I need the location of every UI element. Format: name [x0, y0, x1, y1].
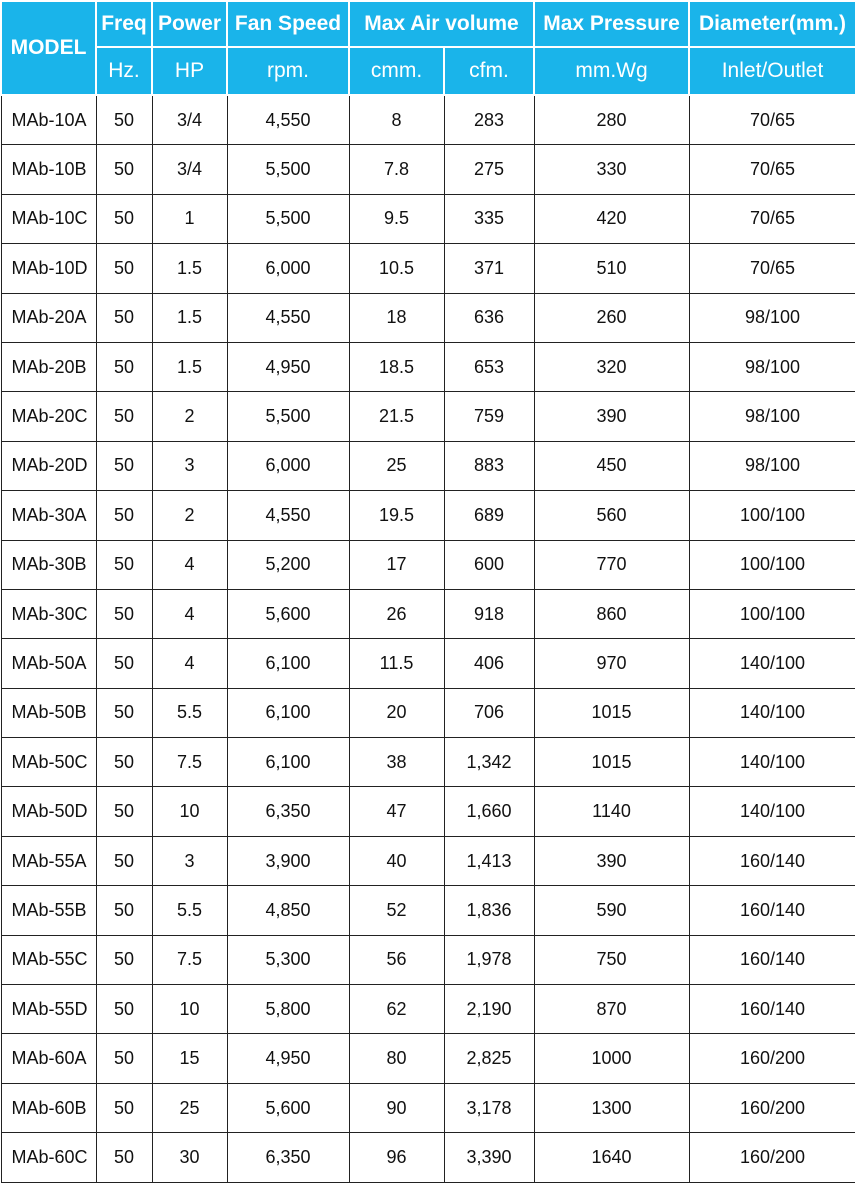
diameter-cell: 160/200 [689, 1034, 855, 1083]
table-row [1, 985, 855, 1034]
header-row-units [1, 47, 855, 95]
header-max-pressure: Max Pressure [534, 1, 689, 47]
diameter-cell: 100/100 [689, 491, 855, 540]
pressure-cell: 420 [534, 194, 689, 243]
power-cell: 10 [152, 787, 227, 836]
model-cell: MAb-10A [1, 95, 96, 145]
air-cmm-cell: 62 [349, 985, 444, 1034]
air-cmm-cell: 38 [349, 738, 444, 787]
table-row [1, 392, 855, 441]
power-cell: 4 [152, 639, 227, 688]
air-cmm-cell: 21.5 [349, 392, 444, 441]
diameter-cell: 140/100 [689, 738, 855, 787]
freq-cell: 50 [96, 985, 152, 1034]
freq-cell: 50 [96, 1034, 152, 1083]
power-cell: 10 [152, 985, 227, 1034]
air-cmm-cell: 18.5 [349, 342, 444, 391]
fan-speed-cell: 4,950 [227, 1034, 349, 1083]
model-cell: MAb-10D [1, 244, 96, 293]
air-cfm-cell: 1,660 [444, 787, 534, 836]
power-cell: 2 [152, 491, 227, 540]
pressure-cell: 1640 [534, 1133, 689, 1182]
air-cfm-cell: 2,825 [444, 1034, 534, 1083]
model-cell: MAb-50C [1, 738, 96, 787]
fan-speed-cell: 3,900 [227, 836, 349, 885]
pressure-cell: 390 [534, 392, 689, 441]
model-cell: MAb-20A [1, 293, 96, 342]
table-row [1, 145, 855, 194]
pressure-cell: 390 [534, 836, 689, 885]
model-cell: MAb-50B [1, 688, 96, 737]
pressure-cell: 1015 [534, 688, 689, 737]
model-cell: MAb-60B [1, 1083, 96, 1132]
air-cmm-cell: 19.5 [349, 491, 444, 540]
air-cmm-cell: 40 [349, 836, 444, 885]
model-cell: MAb-55D [1, 985, 96, 1034]
air-cmm-cell: 25 [349, 441, 444, 490]
table-row [1, 688, 855, 737]
air-cmm-cell: 80 [349, 1034, 444, 1083]
diameter-cell: 70/65 [689, 194, 855, 243]
pressure-cell: 1140 [534, 787, 689, 836]
air-cfm-cell: 653 [444, 342, 534, 391]
pressure-cell: 450 [534, 441, 689, 490]
freq-cell: 50 [96, 1133, 152, 1182]
pressure-cell: 770 [534, 540, 689, 589]
unit-diameter: Inlet/Outlet [689, 47, 855, 95]
pressure-cell: 1000 [534, 1034, 689, 1083]
power-cell: 7.5 [152, 738, 227, 787]
fan-speed-cell: 6,000 [227, 244, 349, 293]
air-cfm-cell: 335 [444, 194, 534, 243]
model-cell: MAb-20D [1, 441, 96, 490]
diameter-cell: 70/65 [689, 244, 855, 293]
freq-cell: 50 [96, 836, 152, 885]
diameter-cell: 160/140 [689, 886, 855, 935]
model-cell: MAb-55B [1, 886, 96, 935]
table-row [1, 1083, 855, 1132]
power-cell: 1.5 [152, 244, 227, 293]
air-cfm-cell: 918 [444, 589, 534, 638]
diameter-cell: 160/140 [689, 985, 855, 1034]
fan-speed-cell: 4,550 [227, 293, 349, 342]
model-cell: MAb-50A [1, 639, 96, 688]
power-cell: 1 [152, 194, 227, 243]
air-cfm-cell: 600 [444, 540, 534, 589]
air-cfm-cell: 689 [444, 491, 534, 540]
power-cell: 25 [152, 1083, 227, 1132]
diameter-cell: 70/65 [689, 95, 855, 145]
pressure-cell: 320 [534, 342, 689, 391]
diameter-cell: 140/100 [689, 639, 855, 688]
table-row [1, 935, 855, 984]
table-row [1, 787, 855, 836]
table-row [1, 540, 855, 589]
freq-cell: 50 [96, 935, 152, 984]
table-row [1, 244, 855, 293]
air-cfm-cell: 1,836 [444, 886, 534, 935]
table-row [1, 441, 855, 490]
air-cfm-cell: 3,178 [444, 1083, 534, 1132]
model-cell: MAb-10C [1, 194, 96, 243]
diameter-cell: 160/140 [689, 935, 855, 984]
air-cmm-cell: 26 [349, 589, 444, 638]
freq-cell: 50 [96, 194, 152, 243]
fan-speed-cell: 4,550 [227, 491, 349, 540]
model-cell: MAb-30C [1, 589, 96, 638]
fan-speed-cell: 4,850 [227, 886, 349, 935]
fan-speed-cell: 4,950 [227, 342, 349, 391]
header-fan-speed: Fan Speed [227, 1, 349, 47]
model-cell: MAb-10B [1, 145, 96, 194]
model-cell: MAb-30B [1, 540, 96, 589]
model-cell: MAb-30A [1, 491, 96, 540]
freq-cell: 50 [96, 589, 152, 638]
model-cell: MAb-60C [1, 1133, 96, 1182]
air-cmm-cell: 56 [349, 935, 444, 984]
power-cell: 2 [152, 392, 227, 441]
pressure-cell: 1015 [534, 738, 689, 787]
power-cell: 4 [152, 589, 227, 638]
fan-speed-cell: 4,550 [227, 95, 349, 145]
diameter-cell: 98/100 [689, 293, 855, 342]
power-cell: 3 [152, 836, 227, 885]
header-max-air-volume: Max Air volume [349, 1, 534, 47]
power-cell: 15 [152, 1034, 227, 1083]
air-cmm-cell: 10.5 [349, 244, 444, 293]
freq-cell: 50 [96, 540, 152, 589]
table-row [1, 589, 855, 638]
freq-cell: 50 [96, 688, 152, 737]
fan-speed-cell: 6,000 [227, 441, 349, 490]
air-cfm-cell: 406 [444, 639, 534, 688]
air-cmm-cell: 47 [349, 787, 444, 836]
power-cell: 7.5 [152, 935, 227, 984]
diameter-cell: 160/140 [689, 836, 855, 885]
diameter-cell: 160/200 [689, 1083, 855, 1132]
air-cfm-cell: 371 [444, 244, 534, 293]
unit-freq: Hz. [96, 47, 152, 95]
power-cell: 30 [152, 1133, 227, 1182]
model-cell: MAb-20C [1, 392, 96, 441]
diameter-cell: 140/100 [689, 688, 855, 737]
fan-speed-cell: 6,100 [227, 688, 349, 737]
air-cfm-cell: 759 [444, 392, 534, 441]
air-cfm-cell: 1,342 [444, 738, 534, 787]
table-row [1, 1133, 855, 1182]
model-cell: MAb-60A [1, 1034, 96, 1083]
air-cmm-cell: 90 [349, 1083, 444, 1132]
table-row [1, 293, 855, 342]
diameter-cell: 100/100 [689, 589, 855, 638]
freq-cell: 50 [96, 293, 152, 342]
air-cfm-cell: 3,390 [444, 1133, 534, 1182]
power-cell: 5.5 [152, 886, 227, 935]
pressure-cell: 870 [534, 985, 689, 1034]
model-cell: MAb-55C [1, 935, 96, 984]
pressure-cell: 590 [534, 886, 689, 935]
fan-speed-cell: 5,500 [227, 392, 349, 441]
fan-speed-cell: 5,200 [227, 540, 349, 589]
unit-pressure: mm.Wg [534, 47, 689, 95]
fan-speed-cell: 6,100 [227, 738, 349, 787]
unit-power: HP [152, 47, 227, 95]
power-cell: 1.5 [152, 293, 227, 342]
freq-cell: 50 [96, 639, 152, 688]
freq-cell: 50 [96, 145, 152, 194]
power-cell: 3/4 [152, 145, 227, 194]
power-cell: 3 [152, 441, 227, 490]
air-cmm-cell: 7.8 [349, 145, 444, 194]
unit-air-cmm: cmm. [349, 47, 444, 95]
unit-air-cfm: cfm. [444, 47, 534, 95]
fan-speed-cell: 6,350 [227, 1133, 349, 1182]
table-row [1, 836, 855, 885]
freq-cell: 50 [96, 441, 152, 490]
table-row [1, 738, 855, 787]
pressure-cell: 1300 [534, 1083, 689, 1132]
freq-cell: 50 [96, 342, 152, 391]
header-row-titles [1, 1, 855, 47]
table-row [1, 886, 855, 935]
table-body [1, 95, 855, 1182]
freq-cell: 50 [96, 491, 152, 540]
table-row [1, 342, 855, 391]
diameter-cell: 70/65 [689, 145, 855, 194]
fan-speed-cell: 6,100 [227, 639, 349, 688]
table-row [1, 491, 855, 540]
fan-speed-cell: 6,350 [227, 787, 349, 836]
freq-cell: 50 [96, 392, 152, 441]
air-cfm-cell: 636 [444, 293, 534, 342]
air-cmm-cell: 17 [349, 540, 444, 589]
fan-speed-cell: 5,800 [227, 985, 349, 1034]
air-cmm-cell: 8 [349, 95, 444, 145]
freq-cell: 50 [96, 95, 152, 145]
air-cfm-cell: 1,413 [444, 836, 534, 885]
header-model: MODEL [1, 1, 96, 95]
freq-cell: 50 [96, 787, 152, 836]
table-row [1, 639, 855, 688]
air-cmm-cell: 96 [349, 1133, 444, 1182]
air-cfm-cell: 2,190 [444, 985, 534, 1034]
pressure-cell: 260 [534, 293, 689, 342]
air-cmm-cell: 9.5 [349, 194, 444, 243]
diameter-cell: 98/100 [689, 441, 855, 490]
air-cmm-cell: 18 [349, 293, 444, 342]
diameter-cell: 100/100 [689, 540, 855, 589]
power-cell: 3/4 [152, 95, 227, 145]
air-cmm-cell: 11.5 [349, 639, 444, 688]
air-cmm-cell: 52 [349, 886, 444, 935]
table-row [1, 95, 855, 145]
header-diameter: Diameter(mm.) [689, 1, 855, 47]
diameter-cell: 98/100 [689, 342, 855, 391]
power-cell: 1.5 [152, 342, 227, 391]
air-cfm-cell: 1,978 [444, 935, 534, 984]
air-cfm-cell: 283 [444, 95, 534, 145]
table-header [1, 1, 855, 95]
air-cfm-cell: 275 [444, 145, 534, 194]
table-row [1, 1034, 855, 1083]
diameter-cell: 140/100 [689, 787, 855, 836]
air-cfm-cell: 883 [444, 441, 534, 490]
air-cfm-cell: 706 [444, 688, 534, 737]
diameter-cell: 98/100 [689, 392, 855, 441]
pressure-cell: 560 [534, 491, 689, 540]
table-row [1, 194, 855, 243]
freq-cell: 50 [96, 886, 152, 935]
freq-cell: 50 [96, 1083, 152, 1132]
header-power: Power [152, 1, 227, 47]
pressure-cell: 280 [534, 95, 689, 145]
fan-speed-cell: 5,500 [227, 145, 349, 194]
pressure-cell: 750 [534, 935, 689, 984]
fan-speed-cell: 5,600 [227, 589, 349, 638]
diameter-cell: 160/200 [689, 1133, 855, 1182]
pressure-cell: 970 [534, 639, 689, 688]
model-cell: MAb-20B [1, 342, 96, 391]
freq-cell: 50 [96, 244, 152, 293]
model-cell: MAb-50D [1, 787, 96, 836]
freq-cell: 50 [96, 738, 152, 787]
pressure-cell: 510 [534, 244, 689, 293]
model-cell: MAb-55A [1, 836, 96, 885]
fan-speed-cell: 5,500 [227, 194, 349, 243]
air-cmm-cell: 20 [349, 688, 444, 737]
fan-speed-cell: 5,300 [227, 935, 349, 984]
pressure-cell: 860 [534, 589, 689, 638]
pressure-cell: 330 [534, 145, 689, 194]
power-cell: 4 [152, 540, 227, 589]
unit-fan-speed: rpm. [227, 47, 349, 95]
power-cell: 5.5 [152, 688, 227, 737]
fan-speed-cell: 5,600 [227, 1083, 349, 1132]
header-freq: Freq [96, 1, 152, 47]
